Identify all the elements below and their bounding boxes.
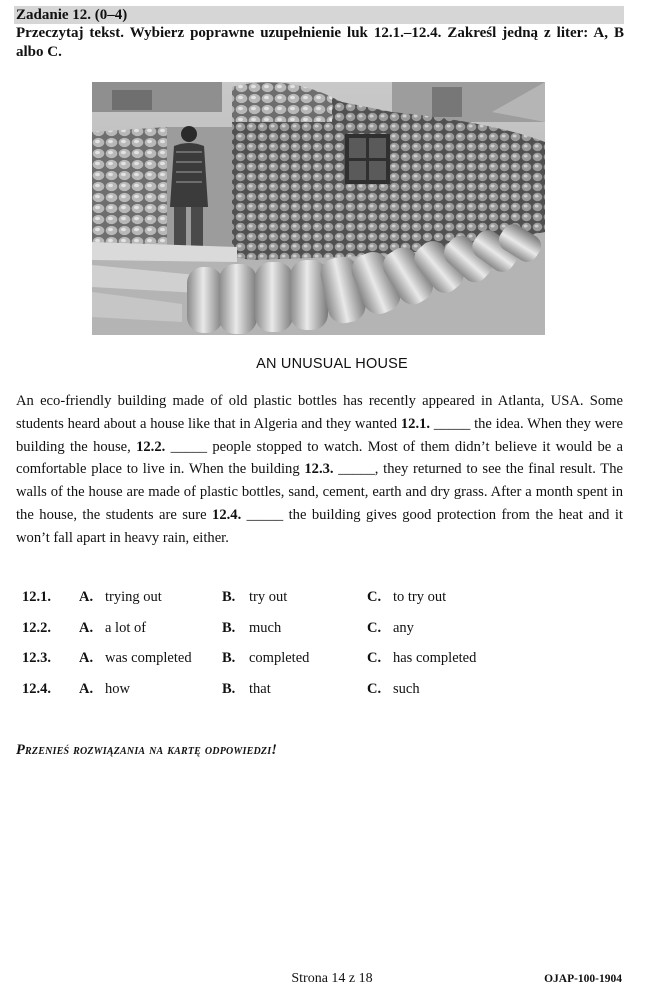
option-b-text: much bbox=[249, 619, 282, 636]
option-a-text: a lot of bbox=[105, 619, 147, 636]
option-b-letter[interactable]: B. bbox=[222, 589, 236, 605]
option-b-letter[interactable]: B. bbox=[222, 680, 236, 697]
task-title: Zadanie 12. (0–4) bbox=[16, 7, 128, 23]
option-b-text: completed bbox=[249, 650, 310, 666]
exam-code: OJAP-100-1904 bbox=[544, 973, 622, 985]
gap-12-1-label: 12.1. bbox=[400, 415, 431, 432]
option-a-text: how bbox=[105, 680, 130, 697]
gap-12-1-blank: _____ bbox=[433, 415, 471, 432]
gap-12-3-blank: _____ bbox=[338, 461, 375, 478]
option-c-letter[interactable]: C. bbox=[367, 680, 382, 697]
answer-options bbox=[22, 589, 542, 711]
option-c-letter[interactable]: C. bbox=[367, 589, 382, 605]
option-a-letter[interactable]: A. bbox=[79, 619, 94, 636]
gap-12-3-label: 12.3. bbox=[304, 461, 334, 478]
transfer-answers-note: Przenieś rozwiązania na kartę odpowiedzi! bbox=[16, 742, 278, 758]
question-row-12-2 bbox=[22, 620, 542, 651]
question-number: 12.1. bbox=[22, 589, 51, 605]
task-instruction: Przeczytaj tekst. Wybierz poprawne uzupełnienie luk 12.1.–12.4. Zakreśl jedną z liter: A, B albo C. bbox=[16, 25, 624, 60]
option-a-text: was completed bbox=[105, 650, 192, 666]
option-c-letter[interactable]: C. bbox=[367, 619, 382, 636]
house-photo bbox=[92, 82, 545, 335]
option-a-letter[interactable]: A. bbox=[79, 680, 94, 697]
question-row-12-3 bbox=[22, 650, 542, 681]
option-a-text: trying out bbox=[105, 589, 162, 605]
option-b-letter[interactable]: B. bbox=[222, 619, 236, 636]
option-c-text: to try out bbox=[393, 589, 447, 605]
option-b-text: try out bbox=[249, 589, 288, 605]
option-c-text: such bbox=[393, 680, 420, 697]
option-a-letter[interactable]: A. bbox=[79, 589, 94, 605]
gap-12-2-blank: _____ bbox=[170, 438, 208, 455]
page-number: Strona 14 z 18 bbox=[291, 971, 373, 986]
question-row-12-4 bbox=[22, 681, 542, 712]
option-c-text: any bbox=[393, 619, 414, 636]
article-passage: An eco-friendly building made of old plastic bottles has recently appeared in Atlanta, USA. Some students heard about a house like that in Algeria and they wanted 12.1. _____ the idea. When they were building the house, 12.2. _____ people stopped to watch. Most of them didn’t believe it would be a comfortable place to live in. When the building 12.3. _____, they returned to see the final result. The walls of the house are made of plastic bottles, sand, cement, earth and dry grass. After a month spent in the house, the students are sure 12.4. _____ the building gives good protection from the heat and it won’t fall apart in heavy rain, either. bbox=[16, 393, 624, 546]
option-c-text: has completed bbox=[393, 650, 477, 666]
question-row-12-1 bbox=[22, 589, 542, 620]
article-title: AN UNUSUAL HOUSE bbox=[256, 356, 408, 372]
option-c-letter[interactable]: C. bbox=[367, 650, 382, 666]
option-b-letter[interactable]: B. bbox=[222, 650, 236, 666]
question-number: 12.2. bbox=[22, 619, 51, 636]
gap-12-4-blank: _____ bbox=[246, 506, 284, 523]
gap-12-2-label: 12.2. bbox=[136, 438, 166, 455]
question-number: 12.4. bbox=[22, 680, 51, 697]
option-a-letter[interactable]: A. bbox=[79, 650, 94, 666]
question-number: 12.3. bbox=[22, 650, 51, 666]
gap-12-4-label: 12.4. bbox=[212, 506, 242, 523]
option-b-text: that bbox=[249, 680, 271, 697]
